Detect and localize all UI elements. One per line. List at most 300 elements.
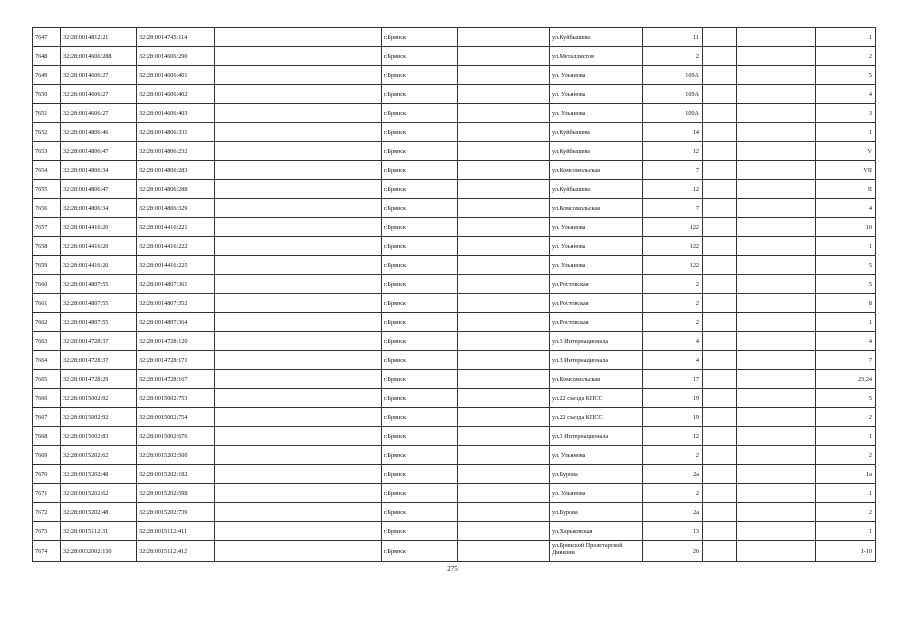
cell-street: ул.3 Интернационала: [550, 332, 643, 351]
cell-house-number: 17: [643, 370, 703, 389]
cell-blank-col: [737, 199, 816, 218]
cell-land-cadastral-number: 32:28:0015002:92: [61, 408, 137, 427]
cell-blank-col: [737, 256, 816, 275]
cell-object-cadastral-number: 32:28:0014606:290: [137, 47, 215, 66]
cell-blank-col: [703, 142, 737, 161]
cell-land-cadastral-number: 32:28:0014807:55: [61, 294, 137, 313]
table-row: [33, 28, 876, 47]
cell-row-number: 7650: [33, 85, 61, 104]
cell-blank-col: [703, 256, 737, 275]
cell-blank-col: [737, 389, 816, 408]
cell-city: г.Брянск: [382, 484, 458, 503]
cell-blank-col: [703, 522, 737, 541]
cell-object-cadastral-number: 32:28:0015202:182: [137, 465, 215, 484]
cell-blank-col: [703, 484, 737, 503]
cell-blank-col: [737, 275, 816, 294]
cell-blank-col: [703, 123, 737, 142]
cell-apartment: 1: [816, 427, 876, 446]
cell-blank-col: [458, 28, 550, 47]
cell-blank-col: [737, 313, 816, 332]
cell-house-number: 109А: [643, 104, 703, 123]
cell-land-cadastral-number: 32:28:0014606:288: [61, 47, 137, 66]
cell-house-number: 122: [643, 218, 703, 237]
cell-object-cadastral-number: 32:28:0014416:222: [137, 237, 215, 256]
cell-land-cadastral-number: 32:28:0014606:27: [61, 85, 137, 104]
cell-land-cadastral-number: 32:28:0014806:47: [61, 142, 137, 161]
cell-house-number: 14: [643, 123, 703, 142]
table-row: [33, 351, 876, 370]
cell-blank-col: [737, 408, 816, 427]
cell-blank-col: [703, 313, 737, 332]
cell-house-number: 13: [643, 522, 703, 541]
cell-apartment: 1: [816, 123, 876, 142]
cell-land-cadastral-number: 32:28:0015202:62: [61, 484, 137, 503]
cell-blank-col: [703, 28, 737, 47]
cell-city: г.Брянск: [382, 351, 458, 370]
page-number: 275: [447, 565, 458, 573]
cell-blank-col: [215, 446, 382, 465]
cell-object-cadastral-number: 32:28:0014806:283: [137, 161, 215, 180]
cell-land-cadastral-number: 32:28:0015002:83: [61, 427, 137, 446]
cell-apartment: 1: [816, 484, 876, 503]
cell-blank-col: [703, 161, 737, 180]
cell-city: г.Брянск: [382, 256, 458, 275]
cell-house-number: 26: [643, 541, 703, 562]
cell-house-number: 2а: [643, 503, 703, 522]
cell-street: ул.Ростовская: [550, 294, 643, 313]
cell-house-number: 19: [643, 408, 703, 427]
cell-land-cadastral-number: 32:28:0014807:55: [61, 275, 137, 294]
cell-blank-col: [458, 522, 550, 541]
table-row: [33, 503, 876, 522]
cell-row-number: 7668: [33, 427, 61, 446]
cell-blank-col: [737, 465, 816, 484]
cell-city: г.Брянск: [382, 66, 458, 85]
cell-apartment: 5: [816, 275, 876, 294]
cell-apartment: 1: [816, 522, 876, 541]
table-row: [33, 218, 876, 237]
cell-blank-col: [458, 313, 550, 332]
cell-blank-col: [703, 370, 737, 389]
cell-object-cadastral-number: 32:28:0014606:401: [137, 66, 215, 85]
cell-blank-col: [703, 465, 737, 484]
cell-apartment: 1: [816, 237, 876, 256]
cell-apartment: 10: [816, 218, 876, 237]
cell-apartment: 2: [816, 408, 876, 427]
table-row: [33, 294, 876, 313]
cell-street: ул. Ульянова: [550, 85, 643, 104]
cell-row-number: 7652: [33, 123, 61, 142]
cell-city: г.Брянск: [382, 161, 458, 180]
cell-row-number: 7671: [33, 484, 61, 503]
cell-city: г.Брянск: [382, 370, 458, 389]
cell-street: ул. Ульянова: [550, 237, 643, 256]
cell-street: ул. Ульянова: [550, 66, 643, 85]
cell-object-cadastral-number: 32:28:0014745:114: [137, 28, 215, 47]
table-row: [33, 332, 876, 351]
table-row: [33, 389, 876, 408]
cell-house-number: 2: [643, 275, 703, 294]
cell-blank-col: [458, 66, 550, 85]
cell-row-number: 7662: [33, 313, 61, 332]
cell-row-number: 7658: [33, 237, 61, 256]
table-row: [33, 427, 876, 446]
cell-blank-col: [703, 275, 737, 294]
cell-blank-col: [215, 104, 382, 123]
cell-blank-col: [458, 370, 550, 389]
cell-land-cadastral-number: 32:28:0014606:27: [61, 66, 137, 85]
cell-blank-col: [737, 161, 816, 180]
cell-blank-col: [703, 47, 737, 66]
table-row: [33, 142, 876, 161]
cell-house-number: 12: [643, 180, 703, 199]
cell-blank-col: [458, 47, 550, 66]
cell-city: г.Брянск: [382, 503, 458, 522]
cell-city: г.Брянск: [382, 446, 458, 465]
cell-land-cadastral-number: 32:28:0014416:20: [61, 256, 137, 275]
cell-house-number: 2: [643, 294, 703, 313]
cell-row-number: 7654: [33, 161, 61, 180]
cell-blank-col: [215, 123, 382, 142]
cell-blank-col: [737, 332, 816, 351]
cell-house-number: 4: [643, 332, 703, 351]
cell-blank-col: [703, 408, 737, 427]
cell-blank-col: [215, 256, 382, 275]
cell-street: ул.Брянской Пролетарской Дивизии: [550, 541, 643, 562]
cell-object-cadastral-number: 32:28:0015202:598: [137, 484, 215, 503]
cell-land-cadastral-number: 32:28:0015002:92: [61, 389, 137, 408]
cell-land-cadastral-number: 32:28:0014812:21: [61, 28, 137, 47]
cell-blank-col: [737, 503, 816, 522]
cell-blank-col: [215, 484, 382, 503]
cell-row-number: 7667: [33, 408, 61, 427]
cell-blank-col: [703, 294, 737, 313]
cell-object-cadastral-number: 32:28:0015202:500: [137, 446, 215, 465]
cell-blank-col: [703, 199, 737, 218]
cell-row-number: 7674: [33, 541, 61, 562]
cell-house-number: 2: [643, 446, 703, 465]
cell-city: г.Брянск: [382, 85, 458, 104]
cell-row-number: 7656: [33, 199, 61, 218]
cell-blank-col: [737, 370, 816, 389]
cell-object-cadastral-number: 32:28:0015202:739: [137, 503, 215, 522]
cell-blank-col: [458, 199, 550, 218]
cell-row-number: 7660: [33, 275, 61, 294]
cell-city: г.Брянск: [382, 123, 458, 142]
table-row: [33, 275, 876, 294]
cell-blank-col: [737, 104, 816, 123]
cell-object-cadastral-number: 32:28:0014807:364: [137, 313, 215, 332]
cell-blank-col: [458, 275, 550, 294]
cell-city: г.Брянск: [382, 465, 458, 484]
cell-blank-col: [458, 85, 550, 104]
cell-object-cadastral-number: 32:28:0014728:120: [137, 332, 215, 351]
cell-house-number: 12: [643, 427, 703, 446]
cell-apartment: 1а: [816, 465, 876, 484]
cell-street: ул. Ульянова: [550, 446, 643, 465]
cell-land-cadastral-number: 32:28:0015202:48: [61, 465, 137, 484]
cell-house-number: 19: [643, 389, 703, 408]
cell-row-number: 7653: [33, 142, 61, 161]
cell-blank-col: [737, 427, 816, 446]
cell-blank-col: [458, 408, 550, 427]
table-row: [33, 237, 876, 256]
cell-object-cadastral-number: 32:28:0014728:171: [137, 351, 215, 370]
cell-object-cadastral-number: 32:28:0014807:361: [137, 275, 215, 294]
cell-blank-col: [737, 180, 816, 199]
cell-blank-col: [703, 85, 737, 104]
table-row: [33, 465, 876, 484]
cell-blank-col: [215, 294, 382, 313]
table-row: [33, 446, 876, 465]
cell-blank-col: [703, 332, 737, 351]
cell-blank-col: [458, 427, 550, 446]
table-row: [33, 47, 876, 66]
cell-street: ул.Металлистов: [550, 47, 643, 66]
table-row: [33, 484, 876, 503]
cell-row-number: 7661: [33, 294, 61, 313]
cell-city: г.Брянск: [382, 294, 458, 313]
cell-house-number: 2: [643, 47, 703, 66]
cell-blank-col: [458, 256, 550, 275]
cell-object-cadastral-number: 32:28:0014807:352: [137, 294, 215, 313]
cell-blank-col: [458, 446, 550, 465]
cell-apartment: 2: [816, 47, 876, 66]
cell-apartment: 23,24: [816, 370, 876, 389]
cell-house-number: 122: [643, 256, 703, 275]
cell-blank-col: [215, 180, 382, 199]
cell-apartment: 4: [816, 199, 876, 218]
cell-blank-col: [458, 237, 550, 256]
cell-street: ул.Куйбышева: [550, 28, 643, 47]
cell-blank-col: [458, 161, 550, 180]
cell-blank-col: [458, 294, 550, 313]
cell-apartment: 4: [816, 332, 876, 351]
cell-blank-col: [737, 85, 816, 104]
cell-blank-col: [737, 351, 816, 370]
cell-blank-col: [458, 218, 550, 237]
table-row: [33, 199, 876, 218]
cell-house-number: 2а: [643, 465, 703, 484]
cell-row-number: 7647: [33, 28, 61, 47]
cell-blank-col: [215, 427, 382, 446]
table-row: [33, 370, 876, 389]
cell-apartment: 2: [816, 503, 876, 522]
cell-street: ул.Куйбышева: [550, 142, 643, 161]
cell-blank-col: [215, 66, 382, 85]
table-row: [33, 85, 876, 104]
table-row: [33, 66, 876, 85]
cell-city: г.Брянск: [382, 199, 458, 218]
cell-land-cadastral-number: 32:28:0014807:55: [61, 313, 137, 332]
cell-city: г.Брянск: [382, 237, 458, 256]
cell-house-number: 109А: [643, 66, 703, 85]
cell-street: ул.Харьковская: [550, 522, 643, 541]
cell-street: ул.Комсомольская: [550, 161, 643, 180]
cell-house-number: 7: [643, 199, 703, 218]
cell-blank-col: [737, 142, 816, 161]
cell-blank-col: [703, 66, 737, 85]
cell-blank-col: [737, 28, 816, 47]
cell-apartment: 4: [816, 85, 876, 104]
cell-blank-col: [215, 161, 382, 180]
cell-blank-col: [215, 408, 382, 427]
table-body: [33, 28, 876, 562]
cell-object-cadastral-number: 32:28:0014606:402: [137, 85, 215, 104]
cell-city: г.Брянск: [382, 522, 458, 541]
cell-street: ул.Бурова: [550, 503, 643, 522]
cell-blank-col: [215, 465, 382, 484]
cell-object-cadastral-number: 32:28:0014728:167: [137, 370, 215, 389]
cell-land-cadastral-number: 32:28:0015202:62: [61, 446, 137, 465]
cell-blank-col: [703, 351, 737, 370]
cell-row-number: 7672: [33, 503, 61, 522]
cell-city: г.Брянск: [382, 408, 458, 427]
cell-apartment: 5: [816, 389, 876, 408]
cell-apartment: V: [816, 142, 876, 161]
cell-object-cadastral-number: 32:28:0015112:412: [137, 541, 215, 562]
cell-row-number: 7649: [33, 66, 61, 85]
cell-row-number: 7663: [33, 332, 61, 351]
cell-street: ул. Ульянова: [550, 484, 643, 503]
cell-apartment: 7: [816, 351, 876, 370]
cell-blank-col: [737, 541, 816, 562]
cell-house-number: 7: [643, 161, 703, 180]
cell-blank-col: [737, 446, 816, 465]
cell-street: ул.Куйбышева: [550, 123, 643, 142]
table-row: [33, 541, 876, 562]
cell-row-number: 7665: [33, 370, 61, 389]
cell-object-cadastral-number: 32:28:0014606:403: [137, 104, 215, 123]
cell-land-cadastral-number: 32:28:0032002:130: [61, 541, 137, 562]
cell-house-number: 2: [643, 484, 703, 503]
table-row: [33, 522, 876, 541]
cell-blank-col: [737, 218, 816, 237]
cell-land-cadastral-number: 32:28:0014416:20: [61, 218, 137, 237]
cell-object-cadastral-number: 32:28:0015112:411: [137, 522, 215, 541]
cell-object-cadastral-number: 32:28:0014806:329: [137, 199, 215, 218]
cell-city: г.Брянск: [382, 389, 458, 408]
cell-land-cadastral-number: 32:28:0014416:20: [61, 237, 137, 256]
table-row: [33, 123, 876, 142]
cell-apartment: 1: [816, 28, 876, 47]
cell-blank-col: [458, 484, 550, 503]
cell-blank-col: [703, 427, 737, 446]
cell-row-number: 7651: [33, 104, 61, 123]
cell-apartment: 8: [816, 294, 876, 313]
cell-city: г.Брянск: [382, 332, 458, 351]
cell-city: г.Брянск: [382, 275, 458, 294]
cell-blank-col: [737, 294, 816, 313]
cell-land-cadastral-number: 32:28:0015202:48: [61, 503, 137, 522]
cell-blank-col: [458, 541, 550, 562]
cell-blank-col: [703, 218, 737, 237]
cell-blank-col: [458, 142, 550, 161]
cell-blank-col: [737, 237, 816, 256]
cell-apartment: II: [816, 180, 876, 199]
cell-row-number: 7673: [33, 522, 61, 541]
cell-street: ул.Ростовская: [550, 275, 643, 294]
table-row: [33, 408, 876, 427]
cell-blank-col: [215, 142, 382, 161]
table-row: [33, 180, 876, 199]
cell-street: ул.22 съезда КПСС: [550, 389, 643, 408]
cell-land-cadastral-number: 32:28:0014806:34: [61, 161, 137, 180]
cell-blank-col: [458, 503, 550, 522]
cell-blank-col: [215, 218, 382, 237]
table-row: [33, 313, 876, 332]
cell-object-cadastral-number: 32:28:0014806:288: [137, 180, 215, 199]
cell-apartment: 1-10: [816, 541, 876, 562]
cell-blank-col: [215, 313, 382, 332]
cell-blank-col: [215, 522, 382, 541]
cell-house-number: 2: [643, 313, 703, 332]
cell-blank-col: [458, 180, 550, 199]
cell-blank-col: [215, 28, 382, 47]
cell-row-number: 7670: [33, 465, 61, 484]
cell-blank-col: [737, 123, 816, 142]
cell-blank-col: [703, 503, 737, 522]
cell-blank-col: [737, 522, 816, 541]
cell-apartment: 2: [816, 446, 876, 465]
cell-object-cadastral-number: 32:28:0014416:221: [137, 218, 215, 237]
cell-house-number: 11: [643, 28, 703, 47]
cell-house-number: 12: [643, 142, 703, 161]
cell-blank-col: [215, 199, 382, 218]
cell-street: ул.Комсомольская: [550, 199, 643, 218]
cell-city: г.Брянск: [382, 180, 458, 199]
cell-blank-col: [703, 446, 737, 465]
cell-city: г.Брянск: [382, 28, 458, 47]
cell-house-number: 109А: [643, 85, 703, 104]
table-row: [33, 256, 876, 275]
cell-city: г.Брянск: [382, 427, 458, 446]
cell-row-number: 7657: [33, 218, 61, 237]
cell-land-cadastral-number: 32:28:0014728:29: [61, 370, 137, 389]
cell-row-number: 7664: [33, 351, 61, 370]
cell-land-cadastral-number: 32:28:0014728:37: [61, 351, 137, 370]
cell-street: ул.3 Интернационала: [550, 351, 643, 370]
cell-blank-col: [737, 47, 816, 66]
cell-blank-col: [703, 180, 737, 199]
cell-house-number: 4: [643, 351, 703, 370]
cell-street: ул. Ульянова: [550, 218, 643, 237]
cell-blank-col: [215, 370, 382, 389]
cell-blank-col: [703, 104, 737, 123]
cell-street: ул. Ульянова: [550, 256, 643, 275]
cell-street: ул.22 съезда КПСС: [550, 408, 643, 427]
cell-object-cadastral-number: 32:28:0014416:225: [137, 256, 215, 275]
cell-city: г.Брянск: [382, 541, 458, 562]
cell-object-cadastral-number: 32:28:0014806:331: [137, 123, 215, 142]
cell-blank-col: [703, 541, 737, 562]
cell-land-cadastral-number: 32:28:0014606:27: [61, 104, 137, 123]
table-row: [33, 104, 876, 123]
cell-row-number: 7648: [33, 47, 61, 66]
cell-blank-col: [215, 332, 382, 351]
cell-row-number: 7659: [33, 256, 61, 275]
cell-row-number: 7669: [33, 446, 61, 465]
cell-blank-col: [215, 389, 382, 408]
cell-apartment: 1: [816, 313, 876, 332]
cell-street: ул.Ростовская: [550, 313, 643, 332]
cell-city: г.Брянск: [382, 218, 458, 237]
cell-blank-col: [215, 275, 382, 294]
cell-city: г.Брянск: [382, 142, 458, 161]
cell-object-cadastral-number: 32:28:0015002:676: [137, 427, 215, 446]
table-row: [33, 161, 876, 180]
cell-city: г.Брянск: [382, 47, 458, 66]
